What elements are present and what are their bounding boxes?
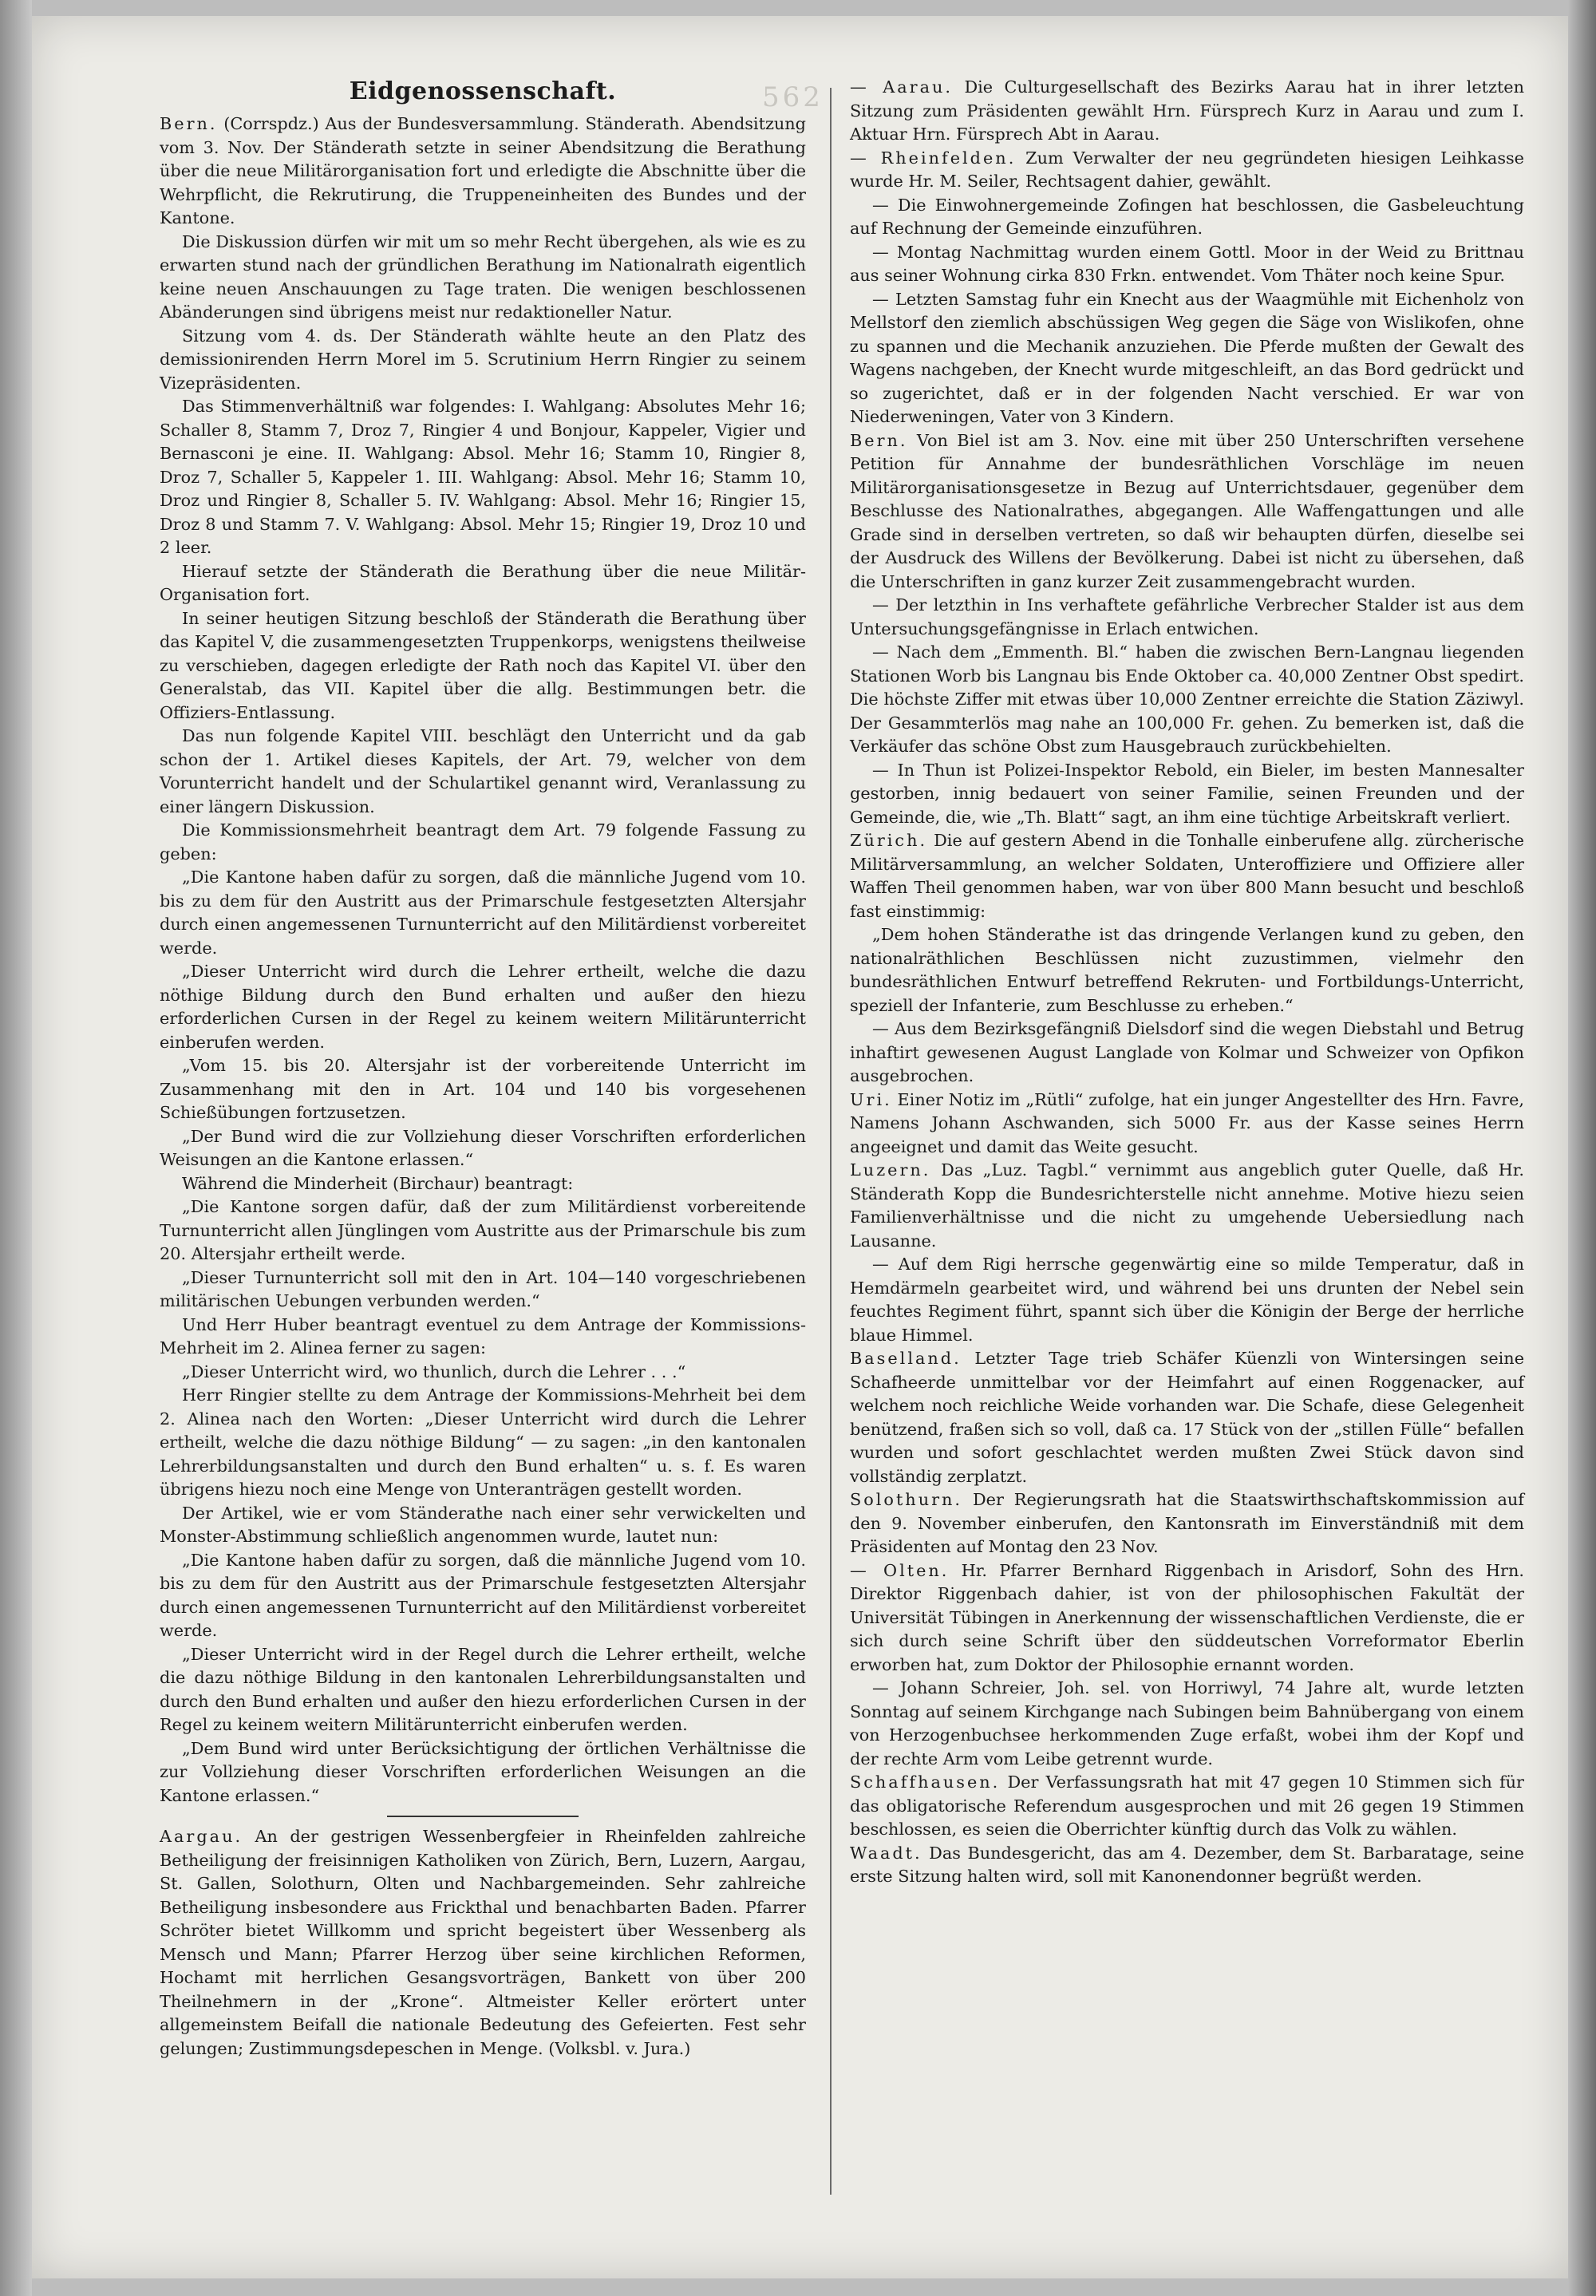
right-column: [850, 76, 1524, 1889]
article-paragraph: [160, 1384, 806, 1502]
paragraph-text: Hierauf setzte der Ständerath die Berathung über die neue Militär-Organisation fort.: [160, 561, 806, 604]
column-divider: [830, 88, 832, 2195]
article-paragraph: [850, 147, 1524, 194]
paragraph-text: Die Kommissionsmehrheit beantragt dem Art. 79 folgende Fassung zu geben:: [160, 820, 806, 863]
section-heading: Eidgenossenschaft.: [349, 77, 617, 105]
paragraph-text: Das Bundesgericht, das am 4. Dezember, dem St. Barbaratage, seine erste Sitzung halten wird, soll mit Kanonendonner begrüßt werden.: [850, 1843, 1524, 1886]
article-paragraph: [850, 1842, 1524, 1889]
left-column: [160, 76, 806, 2061]
article-paragraph: [160, 1267, 806, 1314]
paragraph-text: — Der letzthin in Ins verhaftete gefährliche Verbrecher Stalder ist aus dem Untersuchungsgefängnisse in Erlach entwichen.: [850, 595, 1524, 638]
page-edge-right: [1568, 0, 1596, 2296]
article-paragraph: [850, 829, 1524, 923]
paragraph-text: „Der Bund wird die zur Vollziehung dieser Vorschriften erforderlichen Weisungen an die Kantone erlassen.“: [160, 1126, 806, 1169]
article-paragraph: [850, 1488, 1524, 1559]
article-paragraph: [850, 1771, 1524, 1842]
article-paragraph: [160, 1643, 806, 1737]
article-paragraph: [850, 759, 1524, 830]
article-paragraph: [160, 1172, 806, 1196]
paragraph-text: „Dieser Unterricht wird durch die Lehrer ertheilt, welche die dazu nöthige Bildung durch den Bund erhalten und außer den hiezu erforderlichen Cursen in der Regel zu keinem weitern Militärunterricht einberufen werden.: [160, 962, 806, 1052]
place-name: Uri.: [850, 1089, 892, 1109]
paragraph-text: Während die Minderheit (Birchaur) beantragt:: [182, 1173, 574, 1193]
place-name: Luzern.: [850, 1160, 931, 1180]
paragraph-text: „Dieser Turnunterricht soll mit den in Art. 104—140 vorgeschriebenen militärischen Uebungen verbunden werden.“: [160, 1267, 806, 1310]
article-paragraph: [160, 866, 806, 960]
article-paragraph: [160, 231, 806, 325]
article-paragraph: [160, 560, 806, 607]
article-paragraph: [160, 960, 806, 1054]
paragraph-text: (Corrspdz.) Aus der Bundesversammlung. Ständerath. Abendsitzung vom 3. Nov. Der Ständerath setzte in seiner Abendsitzung die Berathung über die neue Militärorganisation fort und erledigte die Abschnitte über die Wehrpflicht, die Rekrutirung, die Truppeneinheiten des Bundes und der Kantone.: [160, 114, 806, 227]
place-name: Zürich.: [850, 831, 928, 850]
paragraph-text: „Die Kantone haben dafür zu sorgen, daß die männliche Jugend vom 10. bis zu dem für den Austritt aus der Primarschule festgesetzten Altersjahr durch einen angemessenen Turnunterricht auf den Militärdienst vorbereitet werde.: [160, 1550, 806, 1640]
left-column-articles-after-rule: [160, 1825, 806, 2061]
place-name: — Rheinfelden.: [850, 148, 1017, 168]
section-rule: [387, 1816, 579, 1817]
article-paragraph: [160, 1502, 806, 1549]
article-paragraph: [850, 1089, 1524, 1160]
paragraph-text: Das nun folgende Kapitel VIII. beschlägt den Unterricht und da gab schon der 1. Artikel dieses Kapitels, der Art. 79, welcher von dem Vorunterricht handelt und der Schulartikel genannt wird, Veranlassung zu einer längern Diskussion.: [160, 726, 806, 816]
place-name: Waadt.: [850, 1843, 922, 1863]
paragraph-text: — Nach dem „Emmenth. Bl.“ haben die zwischen Bern-Langnau liegenden Stationen Worb bis Langnau bis Ende Oktober ca. 40,000 Zentner Obst spedirt. Die höchste Ziffer mit etwas über 10,000 Zentner erreichte die Station Zäziwyl. Der Gesammterlös mag nahe an 100,000 Fr. gehen. Zu bemerken ist, daß die Verkäufer das schöne Obst zum Hausgebrauch zurückbehielten.: [850, 642, 1524, 756]
right-column-articles: [850, 76, 1524, 1889]
paragraph-text: Herr Ringier stellte zu dem Antrage der Kommissions-Mehrheit bei dem 2. Alinea nach den Worten: „Dieser Unterricht wird durch die Lehrer ertheilt, welche die dazu nöthige Bildung“ — zu sagen: „in den kantonalen Lehrerbildungsanstalten und durch den Bund erhalten“ u. s. f. Es waren übrigens hiezu noch eine Menge von Unteranträgen gestellt worden.: [160, 1385, 806, 1499]
paragraph-text: Zum Verwalter der neu gegründeten hiesigen Leihkasse wurde Hr. M. Seiler, Rechtsagent dahier, gewählt.: [850, 148, 1524, 191]
paragraph-text: „Dieser Unterricht wird in der Regel durch die Lehrer ertheilt, welche die dazu nöthige Bildung in den kantonalen Lehrerbildungsanstalten und durch den Bund erhalten und außer den hiezu erforderlichen Cursen in der Regel zu keinem weitern Militärunterricht einberufen werden.: [160, 1644, 806, 1734]
article-paragraph: [160, 1737, 806, 1808]
article-paragraph: [850, 1159, 1524, 1253]
place-name: Baselland.: [850, 1349, 962, 1368]
article-paragraph: [160, 1361, 806, 1385]
paragraph-text: Die Diskussion dürfen wir mit um so mehr Recht übergehen, als wie es zu erwarten stund nach der gründlichen Berathung im Nationalrath eigentlich keine neuen Anschauungen zu Tage traten. Die wenigen beschlossenen Abänderungen sind übrigens meist nur redaktioneller Natur.: [160, 231, 806, 322]
paragraph-text: An der gestrigen Wessenbergfeier in Rheinfelden zahlreiche Betheiligung der freisinnigen Katholiken von Zürich, Bern, Luzern, Aargau, St. Gallen, Solothurn, Olten und Nachbargemeinden. Sehr zahlreiche Betheiligung insbesondere aus Frickthal und benachbarten Baden. Pfarrer Schröter bietet Willkomm und spricht begeistert über Wessenberg als Mensch und Mann; Pfarrer Herzog über seine kirchlichen Reformen, Hochamt mit herrlichen Gesangsvorträgen, Bankett von über 200 Theilnehmern in der „Krone“. Altmeister Keller erörtert unter allgemeinstem Beifall die nationale Bedeutung des Gefeierten. Fest sehr gelungen; Zustimmungsdepeschen in Menge. (Volksbl. v. Jura.): [160, 1827, 806, 2058]
paragraph-text: Der Verfassungsrath hat mit 47 gegen 10 Stimmen sich für das obligatorische Referendum ausgesprochen und mit 26 gegen 19 Stimmen beschlossen, es seien die Oberrichter künftig durch das Volk zu wählen.: [850, 1772, 1524, 1839]
paragraph-text: Hr. Pfarrer Bernhard Riggenbach in Arisdorf, Sohn des Hrn. Direktor Riggenbach dahier, ist von der philosophischen Fakultät der Universität Tübingen in Anerkennung der wissenschaftlichen Verdienste, die er sich durch seine Schrift über den süddeutschen Vorreformator Eberlin erworben hat, zum Doktor der Philosophie ernannt worden.: [850, 1560, 1525, 1674]
paragraph-text: „Dieser Unterricht wird, wo thunlich, durch die Lehrer . . .“: [182, 1361, 686, 1381]
paragraph-text: — Auf dem Rigi herrsche gegenwärtig eine so milde Temperatur, daß in Hemdärmeln gearbeitet wird, und während bei uns drunten der Nebel sein feuchtes Regiment führt, spannt sich über die Königin der Berge der herrliche blaue Himmel.: [850, 1255, 1524, 1345]
article-paragraph: [160, 607, 806, 725]
article-paragraph: [160, 1125, 806, 1172]
place-name: Schaffhausen.: [850, 1772, 1001, 1792]
article-paragraph: [850, 288, 1524, 429]
article-paragraph: [850, 1018, 1524, 1089]
article-paragraph: [160, 725, 806, 819]
paragraph-text: — Aus dem Bezirksgefängniß Dielsdorf sind die wegen Diebstahl und Betrug inhaftirt gewesenen August Langlade von Kolmar und Schweizer von Opfikon ausgebrochen.: [850, 1019, 1524, 1085]
paragraph-text: In seiner heutigen Sitzung beschloß der Ständerath die Berathung über das Kapitel V, die zusammengesetzten Truppenkorps, wenigstens theilweise zu verschieben, dagegen erledigte der Rath noch das Kapitel VI. über den Generalstab, das VII. Kapitel über die allg. Bestimmungen betr. die Offiziers-Entlassung.: [160, 608, 806, 722]
paragraph-text: „Die Kantone sorgen dafür, daß der zum Militärdienst vorbereitende Turnunterricht allen Jünglingen vom Austritte aus der Primarschule bis zum 20. Altersjahr ertheilt werde.: [160, 1197, 806, 1263]
article-paragraph: [160, 113, 806, 231]
left-column-articles: [160, 113, 806, 1808]
place-name: — Olten.: [850, 1560, 950, 1580]
article-paragraph: [850, 1559, 1524, 1678]
article-paragraph: [850, 594, 1524, 641]
paragraph-text: — Montag Nachmittag wurden einem Gottl. Moor in der Weid zu Brittnau aus seiner Wohnung cirka 830 Frkn. entwendet. Vom Thäter noch keine Spur.: [850, 242, 1524, 285]
paragraph-text: — Letzten Samstag fuhr ein Knecht aus der Waagmühle mit Eichenholz von Mellstorf den ziemlich abschüssigen Weg gegen die Säge von Wislikofen, ohne zu spannen und die Mechanik anzuziehen. Die Pferde mußten der Gewalt des Wagens nachgeben, der Knecht wurde mitgeschleift, an das Bord gedrückt und so zugerichtet, daß er in der folgenden Nacht verschied. Er war von Niederweningen, Vater von 3 Kindern.: [850, 289, 1524, 426]
article-paragraph: [160, 819, 806, 866]
paragraph-text: Die Culturgesellschaft des Bezirks Aarau hat in ihrer letzten Sitzung zum Präsidenten gewählt Hrn. Fürsprech Kurz in Aarau und zum I. Aktuar Hrn. Fürsprech Abt in Aarau.: [850, 77, 1525, 144]
paragraph-text: Der Regierungsrath hat die Staatswirthschaftskommission auf den 9. November einberufen, den Kantonsrath im Einverständniß mit dem Präsidenten auf Montag den 23 Nov.: [850, 1490, 1524, 1556]
paragraph-text: — Johann Schreier, Joh. sel. von Horriwyl, 74 Jahre alt, wurde letzten Sonntag auf seinem Kirchgange nach Subingen beim Bahnübergang von einem von Herzogenbuchsee herkommenden Zuge erfaßt, wobei ihm der Kopf und der rechte Arm vom Leibe getrennt wurde.: [850, 1678, 1524, 1768]
paragraph-text: Die auf gestern Abend in die Tonhalle einberufene allg. zürcherische Militärversammlung, an welcher Soldaten, Unteroffiziere und Offiziere aller Waffen Theil genommen haben, war von über 800 Mann besucht und beschloß fast einstimmig:: [850, 831, 1524, 921]
paragraph-text: Letzter Tage trieb Schäfer Küenzli von Wintersingen seine Schafheerde unmittelbar vor der Heimfahrt auf einen Roggenacker, auf welchem noch reichliche Weide vorhanden war. Die Schafe, diese Gelegenheit benützend, fraßen sich so voll, daß ca. 17 Stück von der „stillen Fülle“ befallen wurden und sofort geschlachtet werden mußten Zwei Stück davon sind vollständig zerplatzt.: [850, 1349, 1524, 1486]
article-paragraph: [850, 76, 1524, 147]
article-paragraph: [160, 1195, 806, 1267]
paragraph-text: — Die Einwohnergemeinde Zofingen hat beschlossen, die Gasbeleuchtung auf Rechnung der Gemeinde einzuführen.: [850, 195, 1524, 238]
paragraph-text: Der Artikel, wie er vom Ständerathe nach einer sehr verwickelten und Monster-Abstimmung schließlich angenommen wurde, lautet nun:: [160, 1503, 806, 1546]
article-paragraph: [850, 429, 1524, 595]
article-paragraph: [850, 241, 1524, 288]
page-number: 562: [762, 81, 824, 113]
paragraph-text: „Vom 15. bis 20. Altersjahr ist der vorbereitende Unterricht im Zusammenhang mit den in Art. 104 und 140 bis vorgesehenen Schießübungen fortzusetzen.: [160, 1056, 806, 1122]
place-name: — Aarau.: [850, 77, 954, 97]
article-paragraph: [850, 1677, 1524, 1771]
article-paragraph: [850, 641, 1524, 759]
paragraph-text: Sitzung vom 4. ds. Der Ständerath wählte heute an den Platz des demissionirenden Herrn Morel im 5. Scrutinium Herrn Ringier zu seinem Vizepräsidenten.: [160, 326, 806, 393]
place-name: Bern.: [850, 430, 908, 450]
paragraph-text: „Die Kantone haben dafür zu sorgen, daß die männliche Jugend vom 10. bis zu dem für den Austritt aus der Primarschule festgesetzten Altersjahr durch einen angemessenen Turnunterricht auf den Militärdienst vorbereitet werde.: [160, 867, 806, 958]
paragraph-text: Einer Notiz im „Rütli“ zufolge, hat ein junger Angestellter des Hrn. Favre, Namens Johann Aschwanden, sich 5000 Fr. aus der Kasse seines Herrn angeeignet und damit das Weite gesucht.: [850, 1089, 1524, 1156]
place-name: Aargau.: [160, 1827, 243, 1846]
paragraph-text: — In Thun ist Polizei-Inspektor Rebold, ein Bieler, im besten Mannesalter gestorben, innig bedauert von seiner Familie, seinen Freunden und der Gemeinde, die, wie „Th. Blatt“ sagt, an ihm eine tüchtige Arbeitskraft verliert.: [850, 760, 1524, 827]
paragraph-text: Von Biel ist am 3. Nov. eine mit über 250 Unterschriften versehene Petition für Annahme der bundesräthlichen Vorschläge im neuen Militärorganisationsgesetze in Bezug auf Unterrichtsdauer, gegenüber dem Beschlusse des Nationalrathes, abgegangen. Alle Waffengattungen und alle Grade sind in derselben vertreten, so daß wir behaupten dürfen, dieselbe sei der Ausdruck des Willens der Bevölkerung. Dabei ist nicht zu übersehen, daß die Unterschriften in ganz kurzer Zeit zusammengebracht wurden.: [850, 430, 1524, 591]
paragraph-text: „Dem hohen Ständerathe ist das dringende Verlangen kund zu geben, den nationalräthlichen Beschlüssen nicht zuzustimmen, vielmehr den bundesräthlichen Entwurf betreffend Rekruten- und Fortbildungs-Unterricht, speziell der Infanterie, zum Beschlusse zu erheben.“: [850, 925, 1524, 1015]
article-paragraph: [850, 1253, 1524, 1347]
article-paragraph: [160, 1549, 806, 1643]
article-paragraph: [160, 1314, 806, 1361]
article-paragraph: [160, 1054, 806, 1125]
place-name: Solothurn.: [850, 1490, 963, 1509]
place-name: Bern.: [160, 114, 218, 133]
page-edge-left: [0, 0, 32, 2296]
article-paragraph: [160, 1825, 806, 2061]
paragraph-text: „Dem Bund wird unter Berücksichtigung der örtlichen Verhältnisse die zur Vollziehung dieser Vorschriften erforderlichen Weisungen an die Kantone erlassen.“: [160, 1738, 806, 1805]
article-paragraph: [160, 395, 806, 560]
paragraph-text: Das „Luz. Tagbl.“ vernimmt aus angeblich guter Quelle, daß Hr. Ständerath Kopp die Bundesrichterstelle nicht annehme. Motive hiezu seien Familienverhältnisse und die nicht zu umgehende Uebersiedlung nach Lausanne.: [850, 1160, 1524, 1251]
article-paragraph: [850, 194, 1524, 241]
paragraph-text: Und Herr Huber beantragt eventuel zu dem Antrage der Kommissions-Mehrheit im 2. Alinea ferner zu sagen:: [160, 1314, 806, 1357]
article-paragraph: [850, 1347, 1524, 1488]
article-paragraph: [160, 325, 806, 396]
paragraph-text: Das Stimmenverhältniß war folgendes: I. Wahlgang: Absolutes Mehr 16; Schaller 8, Stamm 7, Droz 7, Ringier 4 und Bonjour, Kappeler, Vigier und Bernasconi je eine. II. Wahlgang: Absol. Mehr 16; Stamm 10, Ringier 8, Droz 7, Schaller 5, Kappeler 1. III. Wahlgang: Absol. Mehr 16; Stamm 10, Droz und Ringier 8, Schaller 5. IV. Wahlgang: Absol. Mehr 16; Ringier 15, Droz 8 und Stamm 7. V. Wahlgang: Absol. Mehr 15; Ringier 19, Droz 10 und 2 leer.: [160, 397, 806, 557]
article-paragraph: [850, 923, 1524, 1018]
